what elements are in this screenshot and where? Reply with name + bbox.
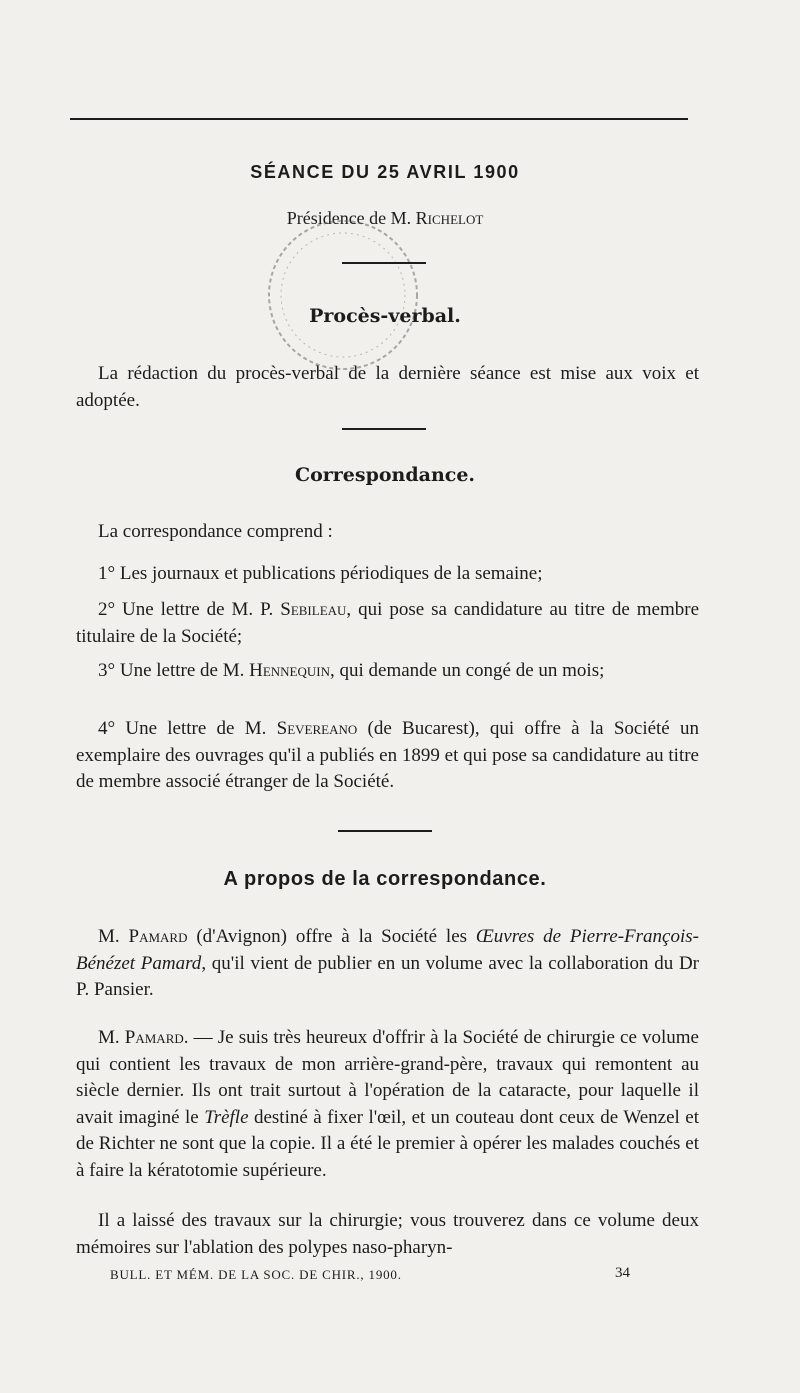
item-text: 4° Une lettre de M. <box>98 718 277 739</box>
para-text: . — Je suis très heureux d'offrir à la Société de chirurgie ce volume qui contient les travaux de mon arrière-grand-père, travaux qui remontent au siècle dernier. Ils ont trait surtout à l'opération de la cataracte, pour laquelle il avait imaginé le <box>76 1027 699 1128</box>
correspondance-heading: Correspondance. <box>294 464 476 486</box>
a-propos-paragraph-3: Il a laissé des travaux sur la chirurgie; vous trouverez dans ce volume deux mémoires sur l'ablation des polypes naso-pharyn- <box>76 1210 699 1258</box>
person-name: Sebileau <box>280 599 347 620</box>
separator-rule <box>342 428 426 430</box>
a-propos-heading: A propos de la correspondance. <box>223 868 547 890</box>
person-name: Severeano <box>276 718 358 739</box>
proces-verbal-text: La rédaction du procès-verbal de la dernière séance est mise aux voix et adoptée. <box>76 363 699 411</box>
para-text: destiné à fixer l'œil, et un couteau dont ceux de Wenzel et de Richter ne sont que la copie. Il a été le premier à opérer les malades couchés et à faire la kératotomie supérieure. <box>76 1106 699 1181</box>
presidence-prefix: Présidence de M. <box>286 208 412 228</box>
person-name: Pamard <box>124 1027 184 1048</box>
para-text: , qu'il vient de publier en un volume avec la collaboration du Dr P. Pansier. <box>76 952 699 1000</box>
title-m: M. <box>98 926 120 947</box>
page-number: 34 <box>615 1265 630 1281</box>
item-text: , qui pose sa candidature au titre de membre titulaire de la Société; <box>76 599 699 647</box>
instrument-name: Trèfle <box>204 1106 249 1128</box>
seance-title: SÉANCE DU 25 AVRIL 1900 <box>250 162 520 182</box>
proces-verbal-heading: Procès-verbal. <box>309 305 461 327</box>
a-propos-paragraph-1 <box>76 924 699 1004</box>
para-text: (d'Avignon) offre à la Société les <box>187 926 476 947</box>
library-stamp-icon <box>258 210 428 380</box>
top-rule <box>70 118 688 120</box>
president-name: Richelot <box>415 208 484 228</box>
list-item <box>76 716 699 796</box>
list-item <box>76 658 699 685</box>
item-text: 1° Les journaux et publications périodiques de la semaine; <box>98 563 543 584</box>
item-text: , qui demande un congé de un mois; <box>329 660 605 681</box>
a-propos-paragraph-2 <box>76 1025 699 1184</box>
separator-rule <box>342 262 426 264</box>
person-name: Hennequin <box>249 660 330 681</box>
separator-rule <box>338 830 432 832</box>
running-footer: BULL. ET MÉM. DE LA SOC. DE CHIR., 1900. <box>110 1267 402 1282</box>
list-item <box>76 597 699 650</box>
list-item <box>76 561 699 588</box>
item-text: 2° Une lettre de M. P. <box>98 599 281 620</box>
item-text: 3° Une lettre de M. <box>98 660 250 681</box>
title-m: M. <box>98 1027 120 1048</box>
item-text: (de Bucarest), qui offre à la Société un exemplaire des ouvrages qu'il a publiés en 1899 et qui pose sa candidature au titre de membre associé étranger de la Société. <box>76 718 699 792</box>
correspondance-intro: La correspondance comprend : <box>98 521 333 542</box>
person-name: Pamard <box>128 926 188 947</box>
book-title: Œuvres de Pierre-François-Bénézet Pamard <box>76 926 699 974</box>
